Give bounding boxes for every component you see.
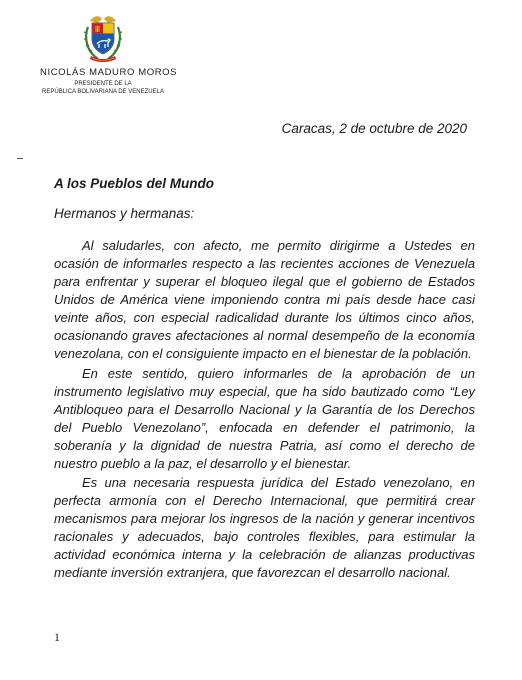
salutation: A los Pueblos del Mundo bbox=[54, 176, 215, 191]
sender-title-line-2: REPÚBLICA BOLIVARIANA DE VENEZUELA bbox=[42, 89, 164, 95]
sender-title-line-1: PRESIDENTE DE LA bbox=[74, 81, 132, 87]
body-paragraph-2: En este sentido, quiero informarles de la aprobación de un instrumento legislativo muy especial, que ha sido bautizado como “Ley Antibloqueo para el Desarrollo Nacional y la Garantía de los Derechos del Pueblo Venezolano”, enfocada en defender el patrimonio, la soberanía y la dignidad de nuestra Patria, así como el derecho de nuestro pueblo a la paz, el desarrollo y el bienestar. bbox=[54, 366, 475, 471]
body-paragraph-3: Es una necesaria respuesta jurídica del Estado venezolano, en perfecta armonía con el Derecho Internacional, que permitirá crear mecanismos para mejorar los ingresos de la nación y generar incentivos racionales y adecuados, bajo controles flexibles, para estimular la actividad económica interna y la celebración de alianzas productivas mediante inversión extranjera, que favorezcan el desarrollo nacional. bbox=[54, 475, 475, 580]
fold-mark bbox=[17, 158, 23, 159]
page-number: 1 bbox=[54, 630, 60, 644]
place-and-date: Caracas, 2 de octubre de 2020 bbox=[281, 121, 467, 136]
greeting: Hermanos y hermanas: bbox=[54, 206, 195, 221]
venezuela-coat-of-arms-icon bbox=[82, 13, 124, 63]
sender-name: NICOLÁS MADURO MOROS bbox=[40, 67, 178, 78]
body-paragraph-1: Al saludarles, con afecto, me permito dirigirme a Ustedes en ocasión de informarles respecto a las recientes acciones de Venezuela para enfrentar y superar el bloqueo ilegal que el gobierno de Estados Unidos de América viene imponiendo contra mi país desde hace casi veinte años, con especial radicalidad durante los últimos cinco años, ocasionando graves afectaciones al normal desempeño de la economía venezolana, con el consiguiente impacto en el bienestar de la población. bbox=[54, 238, 475, 361]
